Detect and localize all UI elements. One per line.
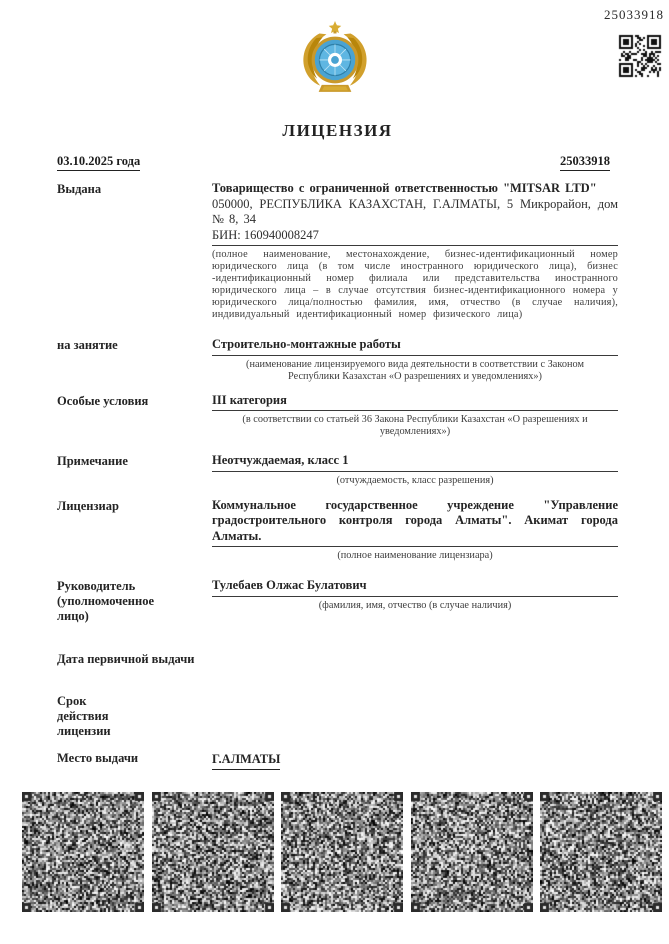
field-head: [57, 578, 618, 624]
licensee-address: 050000, РЕСПУБЛИКА КАЗАХСТАН, Г.АЛМАТЫ, 5 Микрорайон, дом № 8, 34: [212, 196, 618, 226]
activity-value: Строительно-монтажные работы: [212, 337, 618, 356]
digital-signature-stamp: [540, 792, 662, 912]
field-head-label: Руководитель (уполномоченное лицо): [57, 579, 155, 623]
field-special-conditions-value: [212, 393, 618, 439]
field-licensor-label: Лицензиар: [57, 498, 119, 513]
digital-signature-stamp: [22, 792, 144, 912]
digital-signature-stamp: [152, 792, 274, 912]
document-title: ЛИЦЕНЗИЯ: [282, 121, 393, 140]
signature-stamps-row: [22, 792, 662, 912]
field-first-issue-date-label: Дата первичной выдачи: [57, 652, 195, 666]
field-issue-place-label: Место выдачи: [57, 751, 139, 765]
top-page-number: 25033918: [604, 7, 664, 22]
head-name-value: Тулебаев Олжас Булатович: [212, 578, 618, 597]
issue-place-value: Г.АЛМАТЫ: [212, 752, 280, 770]
kazakhstan-coat-of-arms-icon: [295, 21, 375, 95]
field-activity: [57, 337, 618, 383]
field-activity-label: на занятие: [57, 338, 118, 352]
qr-code: [617, 33, 663, 81]
licensee-org-name: Товарищество с ограниченной ответственностью "MITSAR LTD": [212, 181, 597, 195]
field-head-hint: (фамилия, имя, отчество (в случае наличия): [318, 599, 512, 611]
date-number-row: [57, 154, 618, 171]
field-head-value: [212, 578, 618, 612]
field-first-issue-date: [57, 651, 618, 667]
field-note: [57, 453, 618, 487]
field-validity: [57, 693, 618, 739]
field-special-conditions-label: Особые условия: [57, 393, 149, 408]
emblem-container: [0, 21, 669, 100]
digital-signature-stamp: [281, 792, 403, 912]
field-licensor-value: [212, 498, 618, 563]
digital-signature-stamp: [411, 792, 533, 912]
field-issue-place: [57, 750, 618, 770]
field-issued-to: [57, 181, 618, 321]
licensor-value: Коммунальное государственное учреждение "Управление градостроительного контроля города Алматы". Акимат города Алматы.: [212, 498, 618, 548]
issue-date: 03.10.2025 года: [57, 154, 140, 171]
field-licensor-hint: (полное наименование лицензиара): [337, 550, 493, 561]
field-activity-hint: (наименование лицензируемого вида деятельности в соответствии с Законом Республики Казахстан «О разрешениях и уведомлениях»): [246, 358, 584, 382]
field-validity-label: Срок действия лицензии: [57, 694, 111, 738]
field-licensor: [57, 498, 618, 563]
field-note-value: [212, 453, 618, 487]
field-note-hint: (отчуждаемость, класс разрешения): [336, 474, 494, 486]
field-issued-to-hint: (полное наименование, местонахождение, бизнес-идентификационный номер юридического лица (в том числе иностранного юридического лица), бизнес -идентификационный номер филиала или представительства иностранного юридического лица – в случае отсутствия бизнес-идентификационного номера у юридического лица/полностью фамилия, имя, отчество (в случае наличия), индивидуальный идентификационный номер физического лица): [212, 249, 618, 320]
note-value: Неотчуждаемая, класс 1: [212, 453, 618, 472]
field-issued-to-value: [212, 181, 618, 321]
field-issued-to-label: Выдана: [57, 182, 102, 196]
field-note-label: Примечание: [57, 454, 128, 468]
license-number: 25033918: [560, 154, 610, 171]
licensee-bin: БИН: 160940008247: [212, 227, 319, 242]
field-issue-place-value: [212, 750, 618, 770]
special-conditions-value: III категория: [212, 393, 618, 412]
field-special-conditions: [57, 393, 618, 439]
field-activity-value: [212, 337, 618, 383]
field-special-conditions-hint: (в соответствии со статьей 36 Закона Республики Казахстан «О разрешениях и уведомлениях»): [242, 414, 588, 437]
